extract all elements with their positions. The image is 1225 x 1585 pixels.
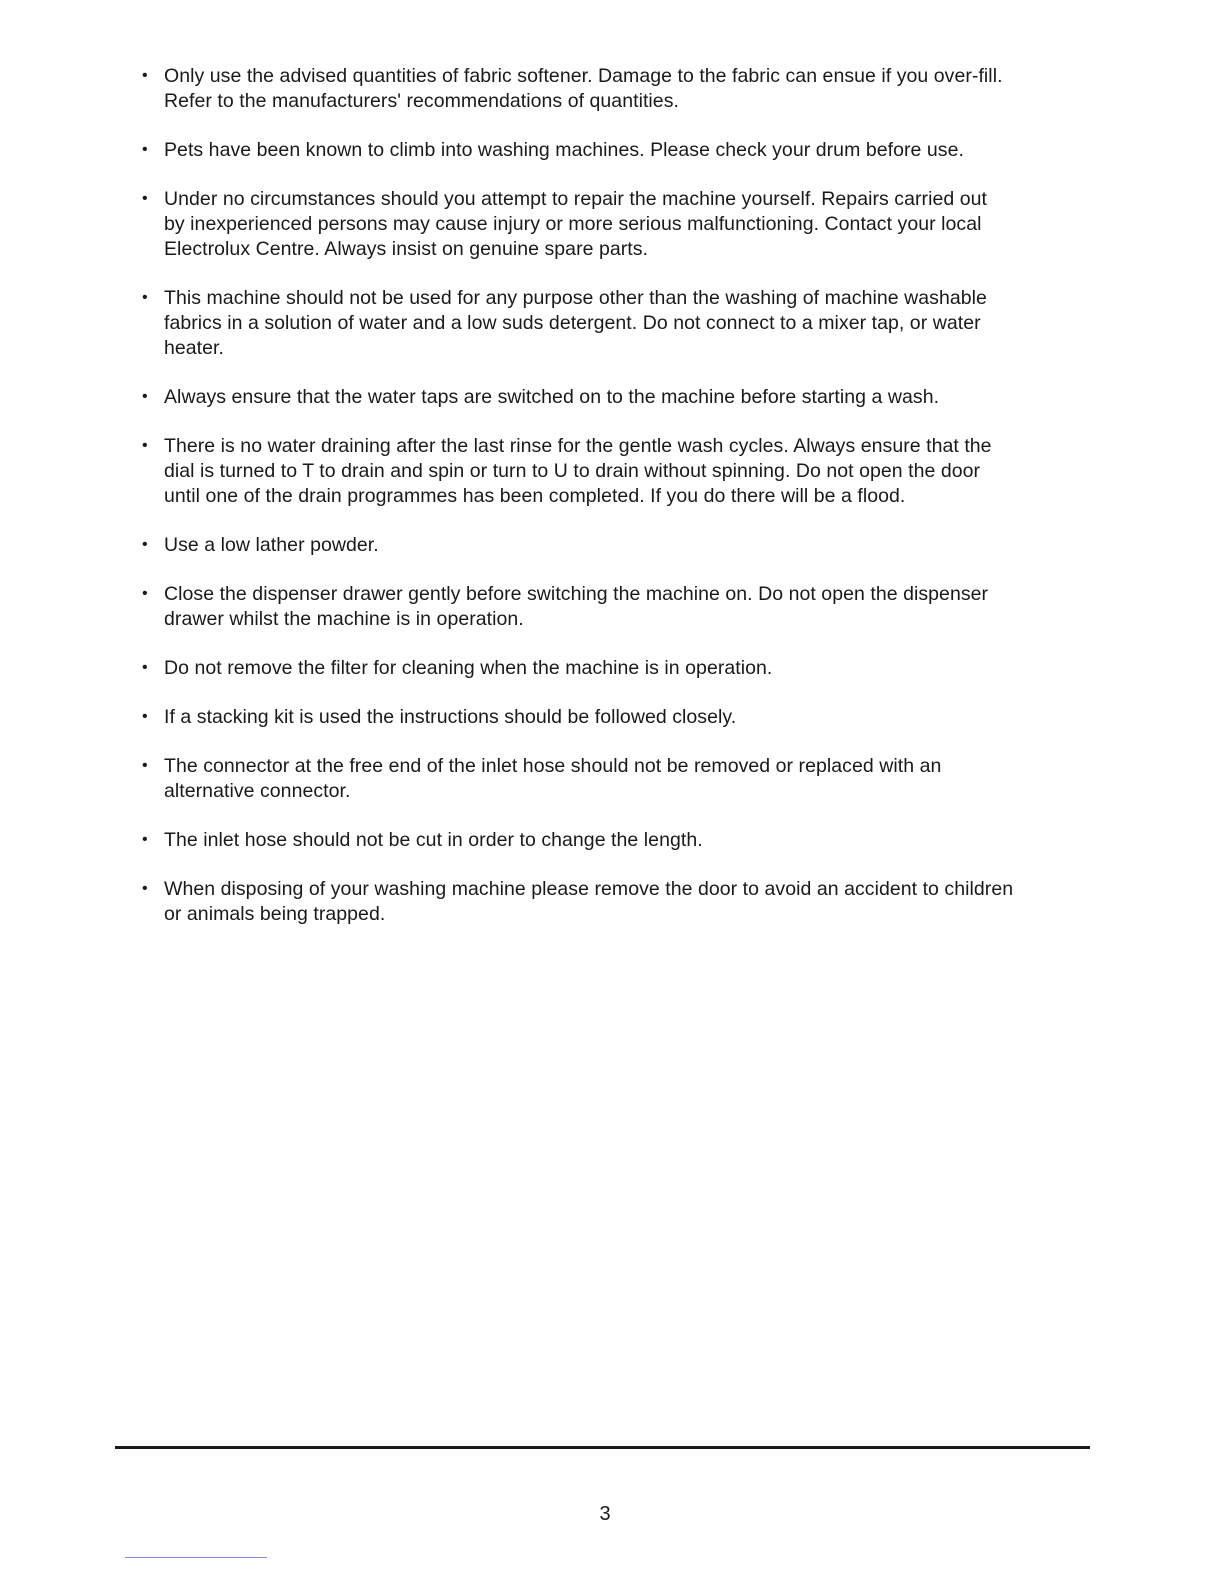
list-item	[140, 187, 1090, 261]
note-text: Only use the advised quantities of fabric softener. Damage to the fabric can ensue if you over-fill. Refer to the manufacturers' recommendations of quantities.	[164, 65, 1003, 112]
list-item	[140, 877, 1090, 927]
bullet-icon: •	[142, 535, 148, 553]
bullet-icon: •	[142, 658, 148, 676]
note-text: Do not remove the filter for cleaning when the machine is in operation.	[164, 656, 773, 679]
bullet-icon: •	[142, 708, 148, 726]
note-text: When disposing of your washing machine please remove the door to avoid an accident to children or animals being trapped.	[164, 878, 1014, 926]
note-text: If a stacking kit is used the instructions should be followed closely.	[164, 706, 737, 729]
scan-artifact-line	[125, 1557, 267, 1558]
note-text: There is no water draining after the last rinse for the gentle wash cycles. Always ensure that the dial is turned to T to drain and spin or turn to U to drain without spinning. Do not open the door until one of the drain programmes has been completed. If you do there will be a flood.	[164, 434, 992, 507]
bullet-icon: •	[142, 436, 148, 454]
footer-divider	[115, 1446, 1090, 1449]
bullet-icon: •	[142, 67, 148, 84]
note-text: Use a low lather powder.	[164, 533, 379, 556]
page-number: 3	[599, 1503, 611, 1525]
note-text: Pets have been known to climb into washing machines. Please check your drum before use.	[164, 138, 964, 161]
bullet-icon: •	[142, 584, 148, 602]
list-item	[140, 138, 1090, 163]
bullet-icon: •	[142, 288, 148, 306]
list-item	[140, 434, 1090, 508]
list-item	[140, 582, 1090, 632]
list-item	[140, 385, 1090, 410]
list-item	[140, 286, 1090, 360]
note-text: Always ensure that the water taps are switched on to the machine before starting a wash.	[164, 385, 940, 408]
safety-notes-list	[140, 64, 1090, 951]
note-text: Under no circumstances should you attempt to repair the machine yourself. Repairs carried out by inexperienced persons may cause injury or more serious malfunctioning. Contact your local Electrolux Centre. Always insist on genuine spare parts.	[164, 188, 987, 260]
bullet-icon: •	[142, 140, 148, 158]
bullet-icon: •	[142, 757, 148, 775]
list-item	[140, 64, 1090, 114]
note-text: Close the dispenser drawer gently before switching the machine on. Do not open the dispenser drawer whilst the machine is in operation.	[164, 582, 989, 630]
list-item	[140, 828, 1090, 853]
note-text: This machine should not be used for any purpose other than the washing of machine washable fabrics in a solution of water and a low suds detergent. Do not connect to a mixer tap, or water heater.	[164, 286, 987, 359]
list-item	[140, 754, 1090, 804]
list-item	[140, 533, 1090, 558]
note-text: The inlet hose should not be cut in order to change the length.	[164, 829, 703, 852]
bullet-icon: •	[142, 190, 148, 208]
list-item	[140, 705, 1090, 730]
bullet-icon: •	[142, 880, 148, 898]
list-item	[140, 656, 1090, 681]
note-text: The connector at the free end of the inlet hose should not be removed or replaced with an alternative connector.	[164, 755, 942, 803]
bullet-icon: •	[142, 831, 148, 849]
bullet-icon: •	[142, 387, 148, 405]
